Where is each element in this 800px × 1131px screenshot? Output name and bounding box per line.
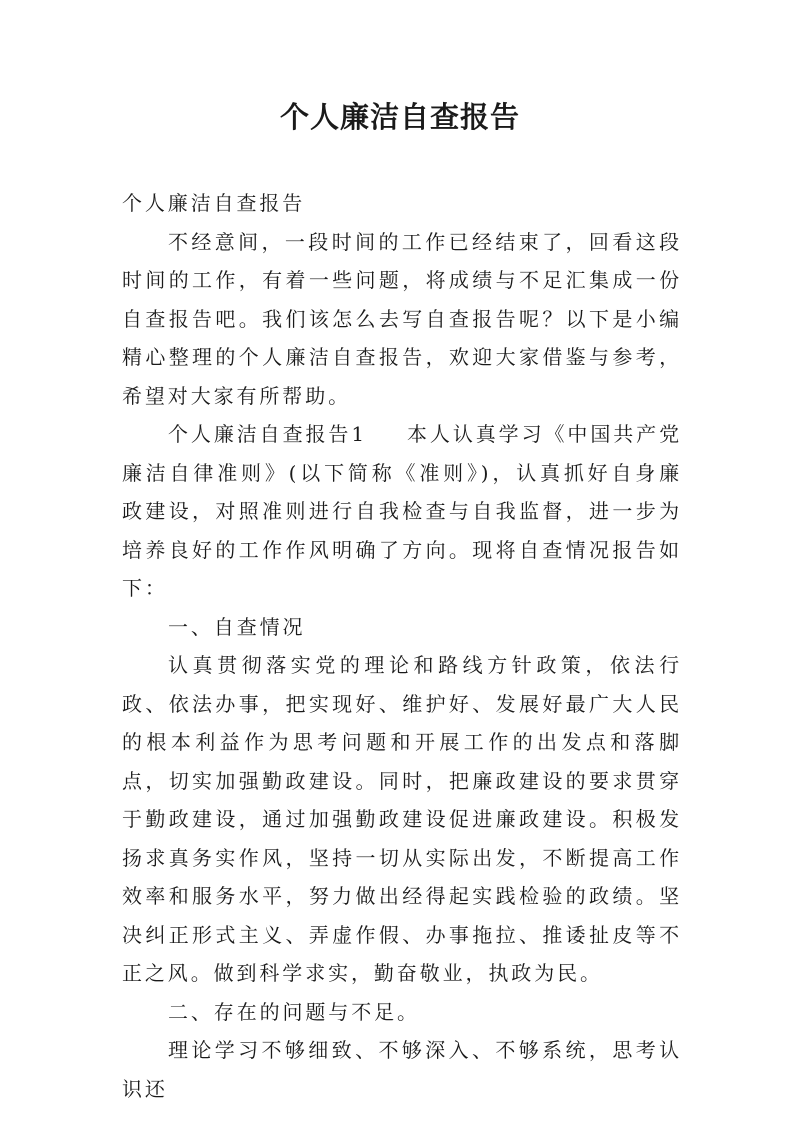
report-1-text: 本人认真学习《中国共产党廉洁自律准则》(以下简称《准则》)，认真抓好自身廉政建设，对照准则进行自我检查与自我监督，进一步为培养良好的工作作风明确了方向。现将自查情况报告如下： [122,422,682,600]
section-2-paragraph: 理论学习不够细致、不够深入、不够系统，思考认识还 [122,1038,682,1101]
section-heading-1: 一、自查情况 [168,614,306,639]
report-1-heading: 个人廉洁自查报告1 [168,422,367,446]
document-title: 个人廉洁自查报告 [279,100,520,134]
section-heading-2: 二、存在的问题与不足。 [168,999,420,1024]
report-1-paragraph [122,415,682,608]
section-1-paragraph: 认真贯彻落实党的理论和路线方针政策，依法行政、依法办事，把实现好、维护好、发展好最广大人民的根本利益作为思考问题和开展工作的出发点和落脚点，切实加强勤政建设。同时，把廉政建设的要求贯穿于勤政建设，通过加强勤政建设促进廉政建设。积极发扬求真务实作风，坚持一切从实际出发，不断提高工作效率和服务水平，努力做出经得起实践检验的政绩。坚决纠正形式主义、弄虚作假、办事拖拉、推诿扯皮等不正之风。做到科学求实，勤奋敬业，执政为民。 [122,653,682,985]
document-body [122,184,682,1108]
subtitle-paragraph: 个人廉洁自查报告 [122,191,306,215]
intro-paragraph: 不经意间，一段时间的工作已经结束了，回看这段时间的工作，有着一些问题，将成绩与不足汇集成一份自查报告吧。我们该怎么去写自查报告呢？以下是小编精心整理的个人廉洁自查报告，欢迎大家借鉴与参考，希望对大家有所帮助。 [122,229,682,408]
